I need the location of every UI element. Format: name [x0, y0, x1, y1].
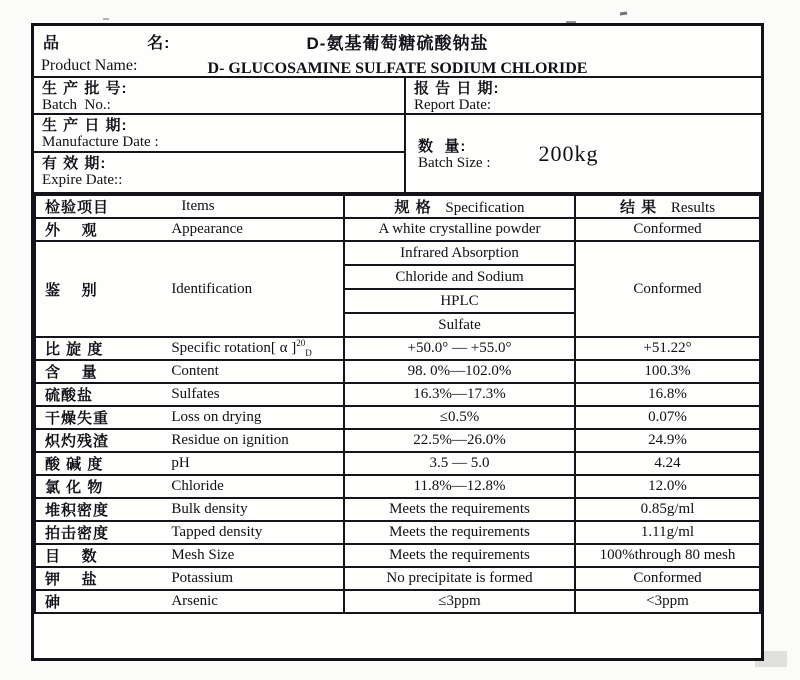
identification-en: Identification — [171, 280, 253, 297]
appearance-item-cell — [35, 218, 344, 241]
product-label-en: Product Name: — [41, 57, 138, 74]
bulk-density-spec: Meets the requirements — [344, 498, 575, 521]
batch-no-label-cn: 生 产 批 号: — [42, 80, 128, 97]
product-name-line-en — [34, 52, 761, 78]
mesh-spec: Meets the requirements — [344, 544, 575, 567]
table-header-row — [35, 195, 760, 218]
rotation-en-sub: D — [305, 348, 312, 358]
potassium-item-cell — [35, 567, 344, 590]
ph-result: 4.24 — [575, 452, 760, 475]
bulk-density-cn: 堆积密度 — [45, 502, 110, 519]
expire-date-cell — [34, 153, 404, 192]
rotation-item-cell — [35, 337, 344, 360]
roi-cn: 炽灼残渣 — [45, 433, 110, 450]
appearance-result: Conformed — [575, 218, 760, 241]
sulfates-cn: 硫酸盐 — [45, 387, 94, 404]
product-name-line-cn — [34, 26, 761, 52]
arsenic-en: Arsenic — [171, 593, 218, 609]
analysis-table — [34, 194, 761, 614]
manufacture-date-label-en: Manufacture Date : — [42, 134, 159, 150]
rotation-cn: 比 旋 度 — [45, 341, 104, 358]
appearance-spec: A white crystalline powder — [344, 218, 575, 241]
chloride-spec: 11.8%—12.8% — [344, 475, 575, 498]
batch-report-row — [34, 78, 761, 115]
tapped-density-item-cell — [35, 521, 344, 544]
expire-date-label-en: Expire Date:: — [42, 172, 123, 188]
scan-speck — [103, 18, 109, 20]
batch-size-value: 200kg — [538, 140, 599, 166]
batch-size-labels — [406, 136, 490, 172]
product-label-cn: 品 名: — [43, 35, 171, 52]
header-items-cell — [35, 195, 344, 218]
header-result-cn: 结 果 — [619, 199, 658, 216]
rotation-en-sup: 20 — [296, 338, 306, 348]
identification-spec-3: HPLC — [344, 289, 575, 313]
row-content — [35, 360, 760, 383]
product-name-cn: D-氨基葡萄糖硫酸钠盐 — [306, 34, 489, 53]
sulfates-result: 16.8% — [575, 383, 760, 406]
content-result: 100.3% — [575, 360, 760, 383]
batch-no-label-en: Batch No.: — [42, 97, 111, 113]
lod-cn: 干燥失重 — [45, 410, 110, 427]
tapped-density-result: 1.11g/ml — [575, 521, 760, 544]
sulfates-spec: 16.3%—17.3% — [344, 383, 575, 406]
bulk-density-result: 0.85g/ml — [575, 498, 760, 521]
row-sulfates — [35, 383, 760, 406]
report-date-cell — [406, 78, 761, 113]
roi-item-cell — [35, 429, 344, 452]
sulfates-item-cell — [35, 383, 344, 406]
row-mesh-size — [35, 544, 760, 567]
tapped-density-cn: 拍击密度 — [45, 525, 110, 542]
row-potassium — [35, 567, 760, 590]
potassium-result: Conformed — [575, 567, 760, 590]
bulk-density-en: Bulk density — [171, 501, 248, 517]
row-appearance — [35, 218, 760, 241]
header-items-en: Items — [181, 198, 215, 214]
rotation-en — [171, 340, 341, 357]
row-tapped-density — [35, 521, 760, 544]
chloride-en: Chloride — [171, 478, 224, 494]
batch-size-cell — [406, 115, 761, 192]
potassium-cn: 钾 盐 — [45, 571, 98, 588]
row-specific-rotation — [35, 337, 760, 360]
row-residue-on-ignition — [35, 429, 760, 452]
mesh-item-cell — [35, 544, 344, 567]
content-en: Content — [171, 363, 219, 379]
lod-spec: ≤0.5% — [344, 406, 575, 429]
content-item-cell — [35, 360, 344, 383]
rotation-result: +51.22° — [575, 337, 760, 360]
header-result-cell — [575, 195, 760, 218]
identification-item-cell — [35, 241, 344, 337]
arsenic-result: <3ppm — [575, 590, 760, 613]
chloride-item-cell — [35, 475, 344, 498]
rotation-en-prefix: Specific rotation[ α ] — [171, 340, 297, 356]
lod-result: 0.07% — [575, 406, 760, 429]
header-result-en: Results — [670, 200, 716, 216]
appearance-cn: 外 观 — [45, 222, 98, 239]
appearance-en: Appearance — [171, 221, 243, 237]
arsenic-item-cell — [35, 590, 344, 613]
ph-item-cell — [35, 452, 344, 475]
tapped-density-en: Tapped density — [171, 524, 263, 540]
row-ph — [35, 452, 760, 475]
header-spec-en: Specification — [445, 200, 525, 216]
bulk-density-item-cell — [35, 498, 344, 521]
content-spec: 98. 0%—102.0% — [344, 360, 575, 383]
identification-spec-1: Infrared Absorption — [344, 241, 575, 265]
row-chloride — [35, 475, 760, 498]
arsenic-cn: 砷 — [45, 594, 62, 611]
roi-result: 24.9% — [575, 429, 760, 452]
row-identification — [35, 241, 760, 265]
ph-en: pH — [171, 455, 190, 471]
identification-spec-2: Chloride and Sodium — [344, 265, 575, 289]
batch-size-label-cn: 数 量: — [418, 137, 467, 155]
report-date-label-cn: 报 告 日 期: — [414, 80, 500, 97]
row-loss-on-drying — [35, 406, 760, 429]
lod-item-cell — [35, 406, 344, 429]
scan-speck — [620, 12, 627, 16]
batch-no-cell — [34, 78, 406, 113]
dates-column — [34, 115, 406, 192]
arsenic-spec: ≤3ppm — [344, 590, 575, 613]
mesh-en: Mesh Size — [171, 547, 235, 563]
roi-en: Residue on ignition — [171, 432, 289, 448]
content-cn: 含 量 — [45, 364, 98, 381]
manufacture-date-cell — [34, 115, 404, 153]
mesh-cn: 目 数 — [45, 548, 98, 565]
identification-spec-4: Sulfate — [344, 313, 575, 337]
expire-date-label-cn: 有 效 期: — [42, 155, 107, 172]
rotation-spec: +50.0° — +55.0° — [344, 337, 575, 360]
potassium-en: Potassium — [171, 570, 233, 586]
header-spec-cn: 规 格 — [394, 199, 432, 216]
potassium-spec: No precipitate is formed — [344, 567, 575, 590]
manufacture-date-label-cn: 生 产 日 期: — [42, 117, 128, 134]
row-bulk-density — [35, 498, 760, 521]
sulfates-en: Sulfates — [171, 386, 220, 402]
identification-cn: 鉴 别 — [45, 281, 98, 299]
ph-cn: 酸 碱 度 — [45, 456, 104, 473]
product-name-en: D- GLUCOSAMINE SULFATE SODIUM CHLORIDE — [207, 59, 588, 77]
mesh-result: 100%through 80 mesh — [575, 544, 760, 567]
product-name-row — [34, 26, 761, 78]
chloride-result: 12.0% — [575, 475, 760, 498]
batch-size-label-en: Batch Size : — [418, 154, 491, 171]
ph-spec: 3.5 — 5.0 — [344, 452, 575, 475]
certificate-of-analysis-document — [31, 23, 764, 661]
dates-quantity-row — [34, 115, 761, 194]
report-date-label-en: Report Date: — [414, 97, 492, 113]
roi-spec: 22.5%—26.0% — [344, 429, 575, 452]
row-arsenic — [35, 590, 760, 613]
identification-result: Conformed — [575, 241, 760, 337]
header-items-cn: 检验项目 — [45, 199, 110, 216]
tapped-density-spec: Meets the requirements — [344, 521, 575, 544]
chloride-cn: 氯 化 物 — [45, 479, 104, 496]
lod-en: Loss on drying — [171, 409, 262, 425]
header-spec-cell — [344, 195, 575, 218]
